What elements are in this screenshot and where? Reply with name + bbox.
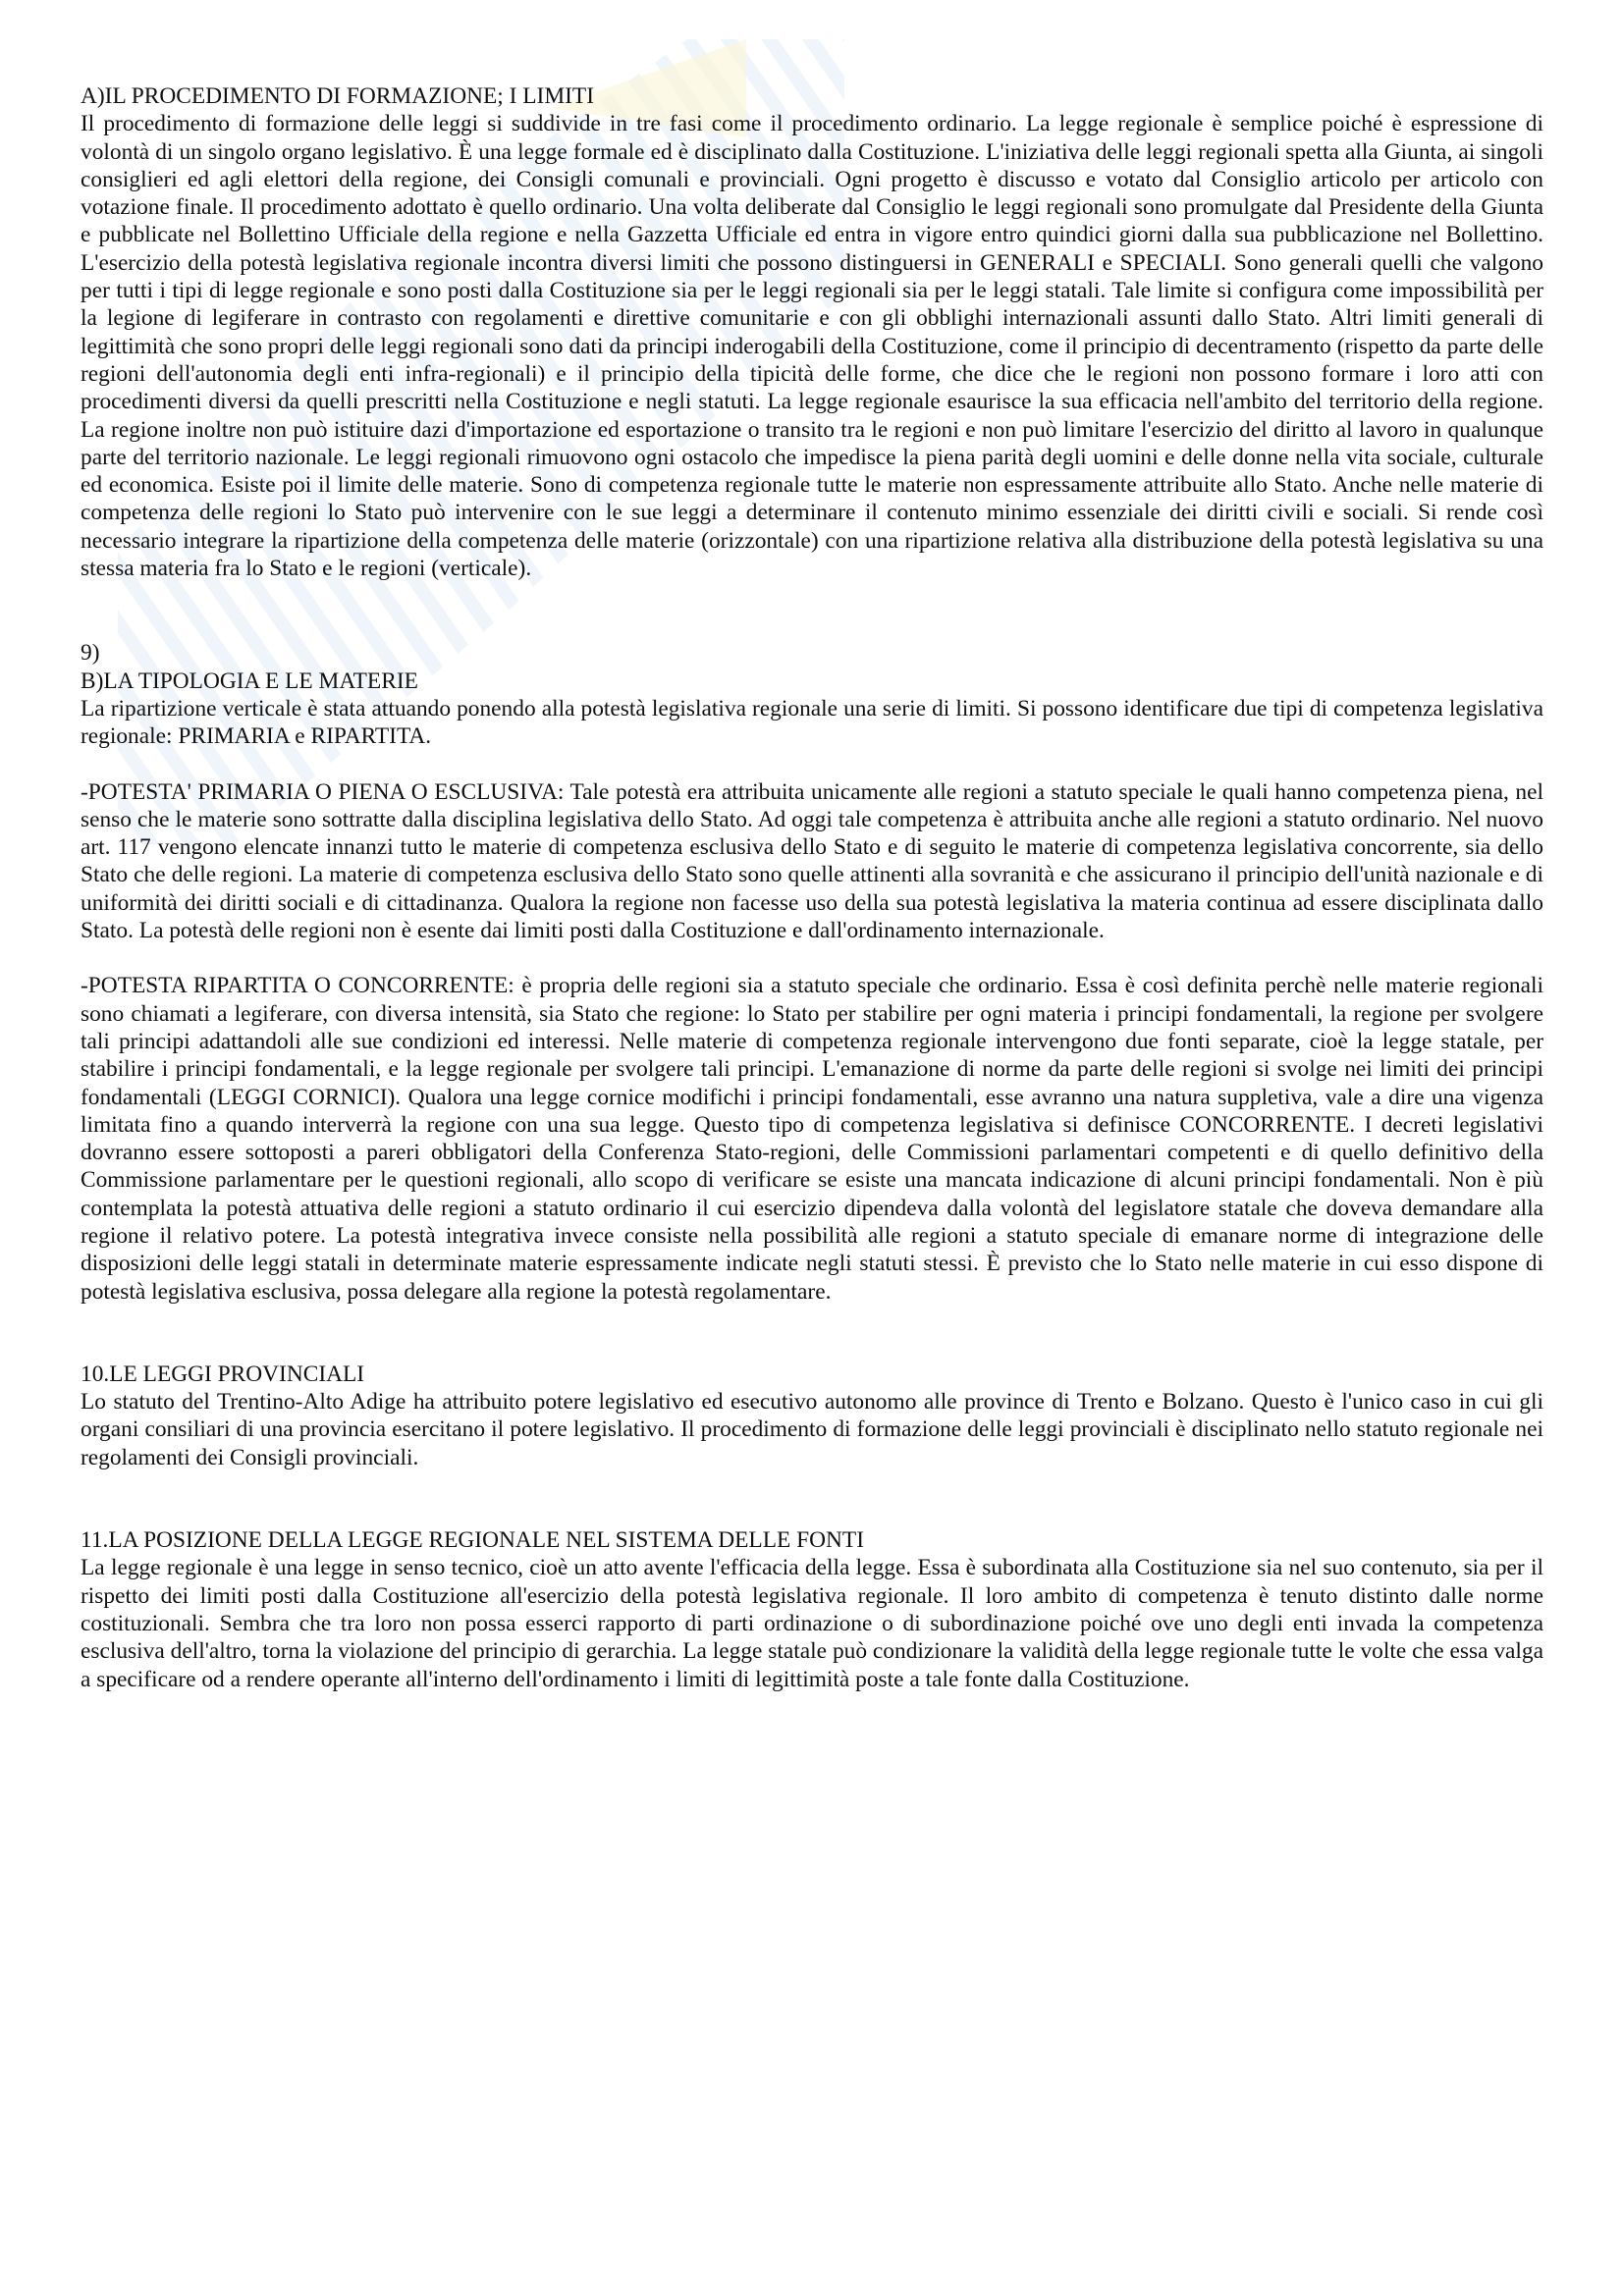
- section-posizione-legge-regionale: [81, 1526, 1543, 1693]
- section-intro: La ripartizione verticale è stata attuando ponendo alla potestà legislativa regionale una serie di limiti. Si possono identificare due tipi di competenza legislativa regionale: PRIMARIA e RIPARTITA.: [81, 695, 1543, 750]
- paragraph-potesta-ripartita: -POTESTA RIPARTITA O CONCORRENTE: è propria delle regioni sia a statuto speciale che ordinario. Essa è così definita perchè nelle materie regionali sono chiamati a legiferare, con diversa intensità, sia Stato che regione: lo Stato per stabilire per ogni materia i principi fondamentali, la regione per svolgere tali principi adattandoli alle sue condizioni ed interessi. Nelle materie di competenza regionale intervengono due fonti separate, cioè la legge statale, per stabilire i principi fondamentali, e la legge regionale per svolgere tali principi. L'emanazione di norme da parte delle regioni si svolge nei limiti dei principi fondamentali (LEGGI CORNICI). Qualora una legge cornice modifichi i principi fondamentali, esse avranno una natura suppletiva, vale a dire una vigenza limitata fino a quando interverrà la regione con una sua legge. Questo tipo di competenza legislativa si definisce CONCORRENTE. I decreti legislativi dovranno essere sottoposti a pareri obbligatori della Conferenza Stato-regioni, delle Commissioni parlamentari competenti e di quello definitivo della Commissione parlamentare per le questioni regionali, allo scopo di verificare se esiste una mancata indicazione di alcuni principi fondamentali. Non è più contemplata la potestà attuativa delle regioni a statuto ordinario il cui esercizio dipendeva dalla volontà del legislatore statale che doveva demandare alla regione il relativo potere. La potestà integrativa invece consiste nella possibilità alle regioni a statuto speciale di emanare norme di integrazione delle disposizioni delle leggi statali in determinate materie espressamente indicate negli statuti stessi. È previsto che lo Stato nelle materie in cui esso dispone di potestà legislativa esclusiva, possa delegare alla regione la potestà regolamentare.: [81, 973, 1543, 1305]
- section-body: Il procedimento di formazione delle leggi si suddivide in tre fasi come il procedimento ordinario. La legge regionale è semplice poiché è espressione di volontà di un singolo organo legislativo. È una legge formale ed è disciplinato dalla Costituzione. L'iniziativa delle leggi regionali spetta alla Giunta, ai singoli consiglieri ed agli elettori della regione, dei Consigli comunali e provinciali. Ogni progetto è discusso e votato dal Consiglio articolo per articolo con votazione finale. Il procedimento adottato è quello ordinario. Una volta deliberate dal Consiglio le leggi regionali sono promulgate dal Presidente della Giunta e pubblicate nel Bollettino Ufficiale della regione e nella Gazzetta Ufficiale ed entra in vigore entro quindici giorni dalla sua pubblicazione nel Bollettino. L'esercizio della potestà legislativa regionale incontra diversi limiti che possono distinguersi in GENERALI e SPECIALI. Sono generali quelli che valgono per tutti i tipi di legge regionale e sono posti dalla Costituzione sia per le leggi regionali sia per le leggi statali. Tale limite si configura come impossibilità per la legione di legiferare in contrasto con regolamenti e direttive comunitarie e con gli obblighi internazionali assunti dallo Stato. Altri limiti generali di legittimità che sono propri delle leggi regionali sono dati da principi inderogabili della Costituzione, come il principio di decentramento (rispetto da parte delle regioni dell'autonomia degli enti infra-regionali) e il principio della tipicità delle forme, che dice che le regioni non possono formare i loro atti con procedimenti diversi da quelli prescritti nella Costituzione e negli statuti. La legge regionale esaurisce la sua efficacia nell'ambito del territorio della regione. La regione inoltre non può istituire dazi d'importazione ed esportazione o transito tra le regioni e non può limitare l'esercizio del diritto al lavoro in qualunque parte del territorio nazionale. Le leggi regionali rimuovono ogni ostacolo che impedisce la piena parità degli uomini e delle donne nella vita sociale, culturale ed economica. Esiste poi il limite delle materie. Sono di competenza regionale tutte le materie non espressamente attribuite allo Stato. Anche nelle materie di competenza delle regioni lo Stato può intervenire con le sue leggi a determinare il contenuto minimo essenziale dei diritti civili e sociali. Si rende così necessario integrare la ripartizione della competenza delle materie (orizzontale) con una ripartizione relativa alla distribuzione della potestà legislativa su una stessa materia fra lo Stato e le regioni (verticale).: [81, 111, 1543, 582]
- section-number: 9): [81, 640, 100, 667]
- section-heading: B)LA TIPOLOGIA E LE MATERIE: [81, 667, 418, 694]
- document-page: [81, 82, 1543, 1693]
- section-heading: 10.LE LEGGI PROVINCIALI: [81, 1361, 365, 1387]
- section-body: Lo statuto del Trentino-Alto Adige ha attribuito potere legislativo ed esecutivo autonomo alle province di Trento e Bolzano. Questo è l'unico caso in cui gli organi consiliari di una provincia esercitano il potere legislativo. Il procedimento di formazione delle leggi provinciali è disciplinato nello statuto regionale nei regolamenti dei Consigli provinciali.: [81, 1389, 1543, 1470]
- section-heading: 11.LA POSIZIONE DELLA LEGGE REGIONALE NEL SISTEMA DELLE FONTI: [81, 1527, 865, 1554]
- section-procedimento: [81, 82, 1543, 582]
- section-leggi-provinciali: [81, 1361, 1543, 1471]
- paragraph-potesta-primaria: -POTESTA' PRIMARIA O PIENA O ESCLUSIVA: Tale potestà era attribuita unicamente alle regioni a statuto speciale le quali hanno competenza piena, nel senso che le materie sono sottratte dalla disciplina legislativa dello Stato. Ad oggi tale competenza è attribuita anche alle regioni a statuto ordinario. Nel nuovo art. 117 vengono elencate innanzi tutto le materie di competenza esclusiva dello Stato e di seguito le materie di competenza legislativa concorrente, sia dello Stato che delle regioni. La materie di competenza esclusiva dello Stato sono quelle attinenti alla sovranità e che assicurano il principio dell'unità nazionale e di uniformità dei diritti sociali e di cittadinanza. Qualora la regione non facesse uso della sua potestà legislativa la materia continua ad essere disciplinata dallo Stato. La potestà delle regioni non è esente dai limiti posti dalla Costituzione e dall'ordinamento internazionale.: [81, 778, 1543, 944]
- section-body: La legge regionale è una legge in senso tecnico, cioè un atto avente l'efficacia della legge. Essa è subordinata alla Costituzione sia nel suo contenuto, sia per il rispetto dei limiti posti dalla Costituzione all'esercizio della potestà legislativa regionale. Il loro ambito di competenza è tenuto distinto dalle norme costituzionali. Sembra che tra loro non possa esserci rapporto di parti ordinazione o di subordinazione poiché ove uno degli enti invada la competenza esclusiva dell'altro, torna la violazione del principio di gerarchia. La legge statale può condizionare la validità della legge regionale tutte le volte che essa valga a specificare od a rendere operante all'interno dell'ordinamento i limiti di legittimità poste a tale fonte dalla Costituzione.: [81, 1555, 1543, 1692]
- section-tipologia: [81, 639, 1543, 1306]
- section-heading: A)IL PROCEDIMENTO DI FORMAZIONE; I LIMITI: [81, 83, 594, 109]
